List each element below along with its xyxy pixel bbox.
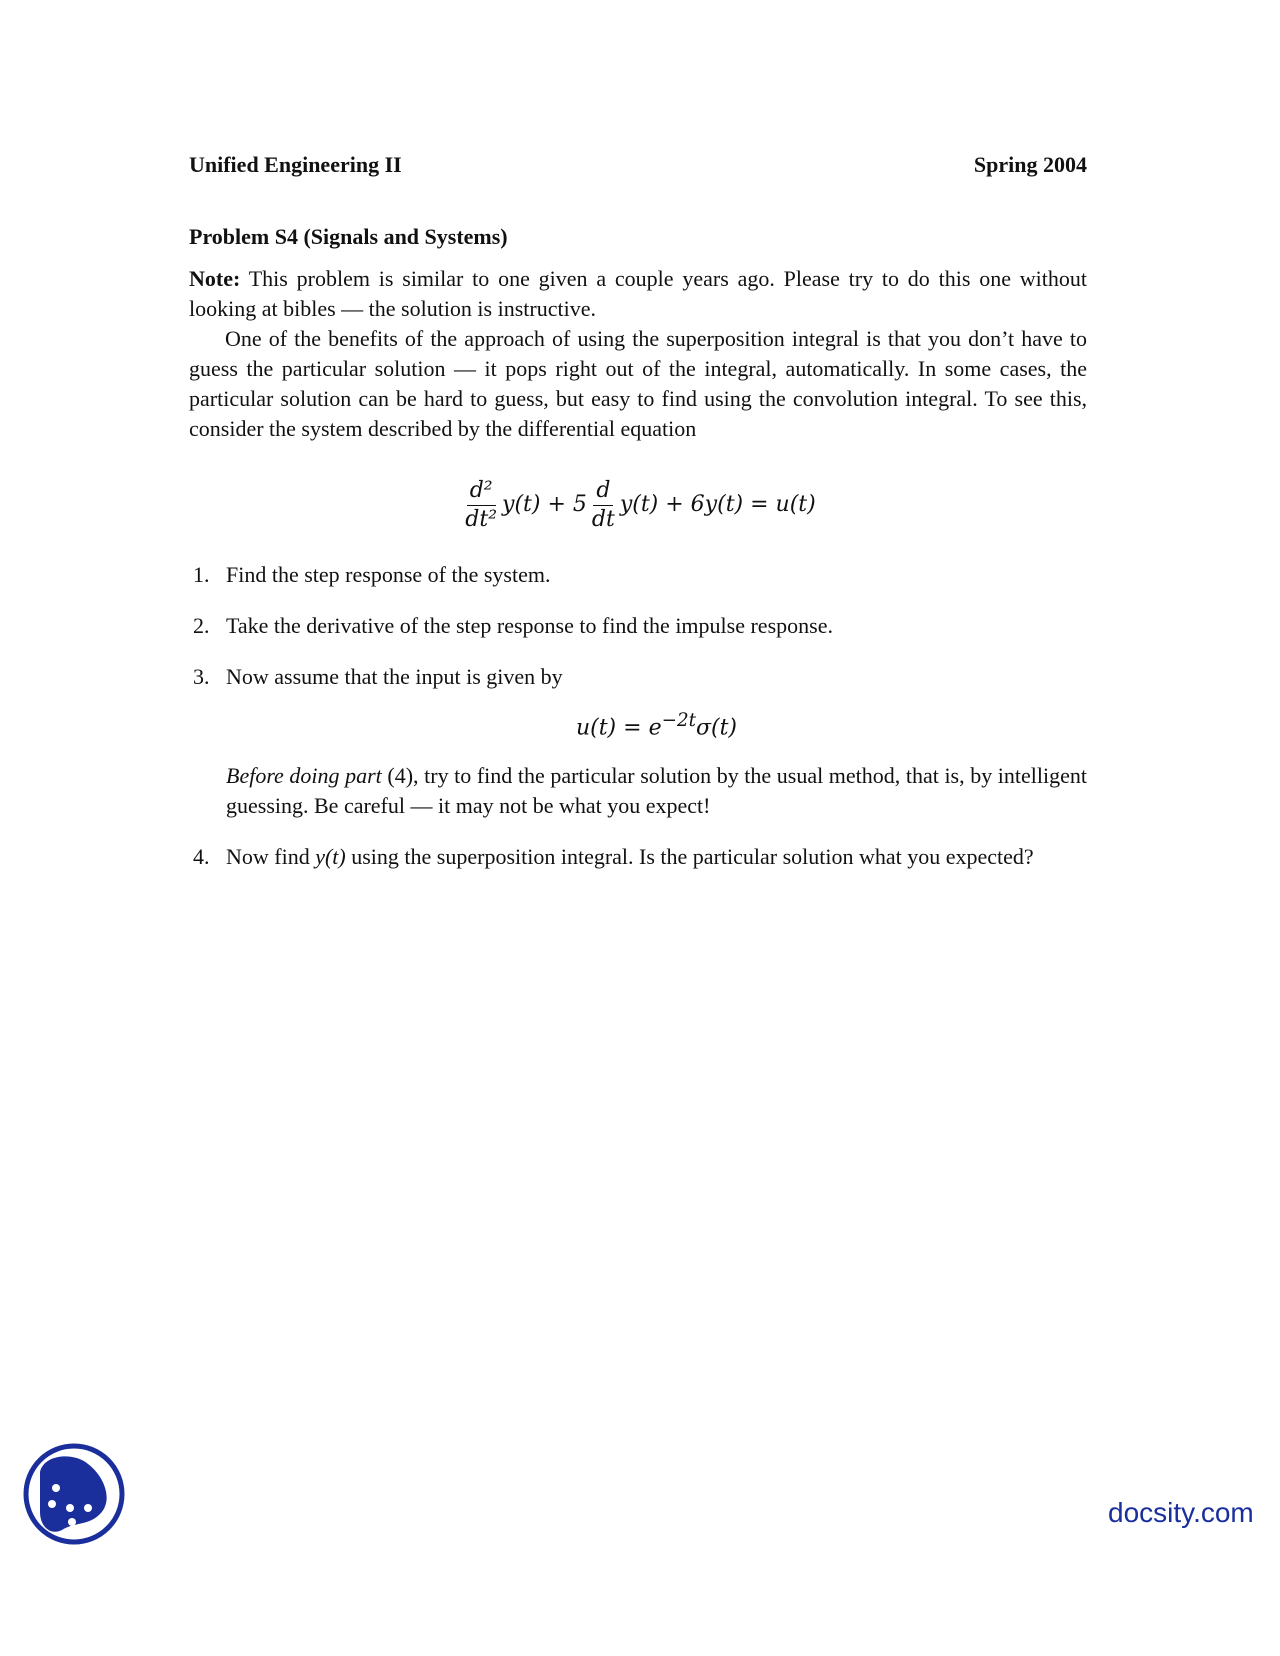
fraction-denominator: dt <box>591 506 615 532</box>
logo-dot <box>48 1500 56 1508</box>
problem-body <box>189 264 1087 893</box>
course-title: Unified Engineering II <box>189 152 402 177</box>
logo-dot <box>68 1518 76 1526</box>
note-italic: Before doing part <box>226 763 382 789</box>
item-text: using the superposition integral. Is the particular solution what you expected? <box>345 844 1034 870</box>
item-number: 1. <box>193 562 210 587</box>
equation-rhs: σ(t) <box>695 715 738 741</box>
list-item <box>189 560 1087 590</box>
equation-term: y(t) + 5 <box>502 492 587 517</box>
fraction-numerator: d <box>593 477 613 506</box>
differential-equation <box>189 468 1087 542</box>
item-number: 3. <box>193 664 210 689</box>
logo-dot <box>52 1484 60 1492</box>
equation-term: y(t) + 6y(t) = u(t) <box>619 492 816 517</box>
equation-exponent: −2t <box>661 710 696 731</box>
parts-list <box>189 560 1087 872</box>
term-label: Spring 2004 <box>973 152 1087 177</box>
logo-dot <box>84 1504 92 1512</box>
list-item <box>189 662 1087 821</box>
note-text: This problem is similar to one given a couple years ago. Please try to do this one without looking at bibles — the solution is instructive. <box>189 266 1088 321</box>
docsity-brand-link[interactable]: docsity.com <box>1108 1497 1254 1528</box>
note-body: (4), try to find the particular solution by the usual method, that is, by intelligent guessing. Be careful — it may not be what you expect! <box>226 763 1087 819</box>
item-text: Take the derivative of the step response to find the impulse response. <box>226 613 833 638</box>
first-derivative-fraction <box>589 477 618 534</box>
list-item <box>189 842 1087 872</box>
input-equation <box>226 706 1087 743</box>
docsity-logo[interactable] <box>22 1442 126 1546</box>
fraction-denominator: dt² <box>465 506 498 532</box>
second-derivative-fraction <box>462 477 500 534</box>
item-text: Now assume that the input is given by <box>226 664 563 689</box>
item-variable: y(t) <box>315 844 346 870</box>
page-header <box>189 150 1087 182</box>
equation-lhs: u(t) = e <box>575 715 662 741</box>
item-text: Find the step response of the system. <box>226 562 551 587</box>
item-text: Now find <box>226 844 316 870</box>
part3-note <box>226 761 1087 821</box>
item-number: 4. <box>193 844 210 870</box>
fraction-numerator: d² <box>467 477 496 506</box>
problem-title: Problem S4 (Signals and Systems) <box>189 224 508 249</box>
logo-dot <box>66 1504 74 1512</box>
item-number: 2. <box>193 613 210 638</box>
intro-paragraph: One of the benefits of the approach of using the superposition integral is that you don’t have to guess the particular solution — it pops right out of the integral, automatically. In some cases, the particular solution can be hard to guess, but easy to find using the convolution integral. To see this, consider the system described by the differential equation <box>189 326 1087 441</box>
note-paragraph <box>189 264 1087 324</box>
list-item <box>189 611 1087 641</box>
note-label: Note: <box>189 266 241 291</box>
